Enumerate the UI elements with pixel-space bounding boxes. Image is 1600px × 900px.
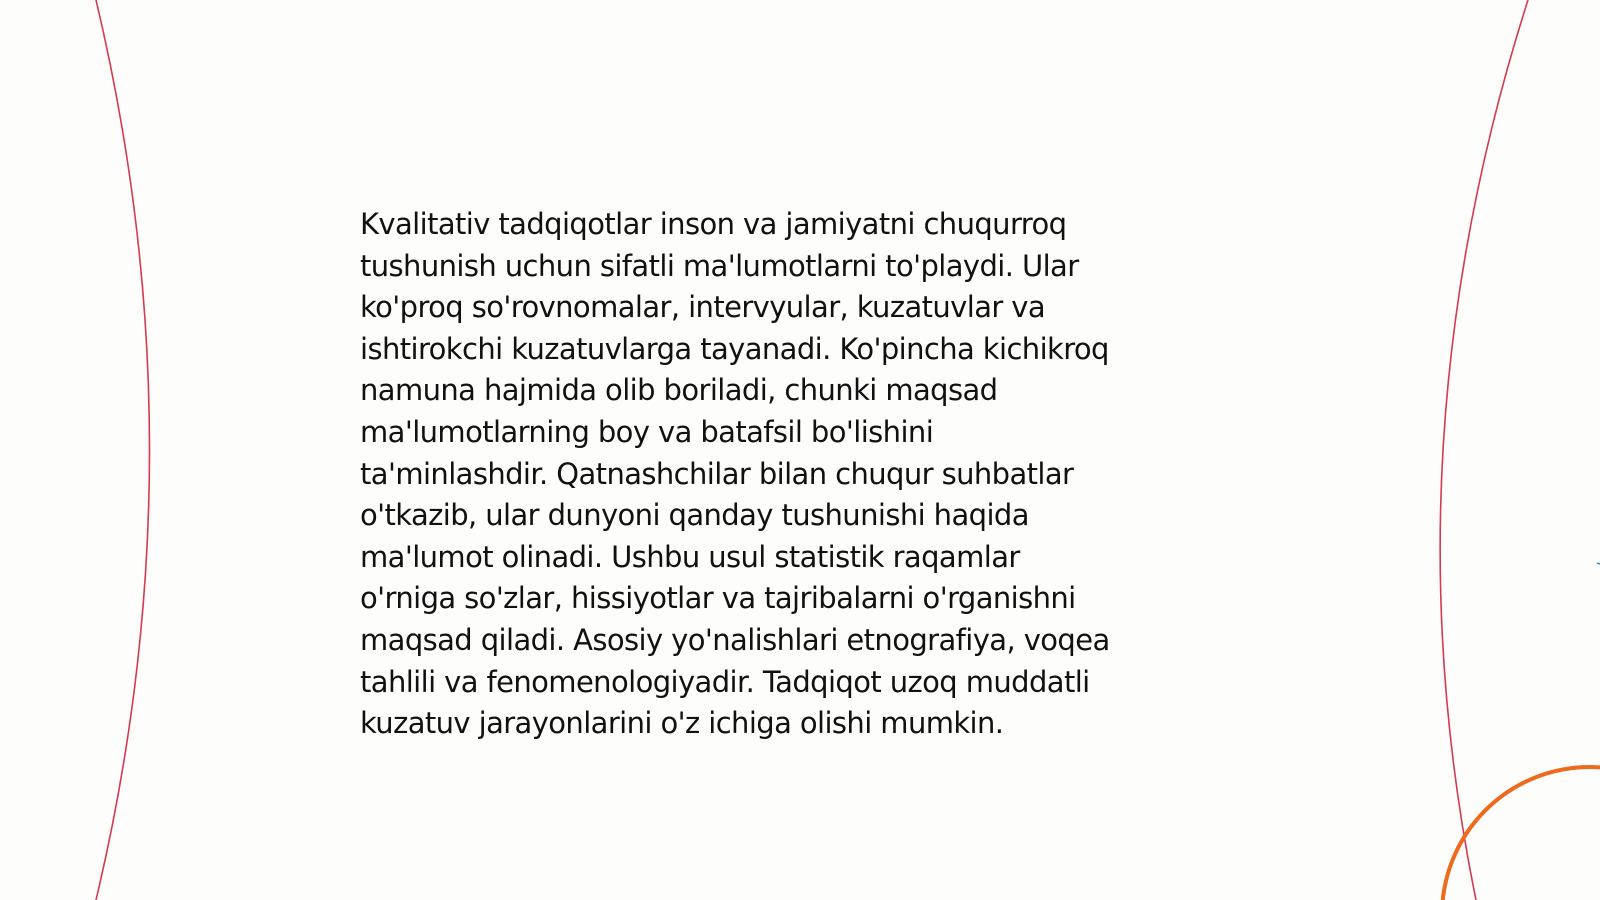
right-curve-line [1440, 0, 1528, 900]
body-line: o'rniga so'zlar, hissiyotlar va tajribalarni o'rganishni [360, 581, 1076, 616]
body-line: tushunish uchun sifatli ma'lumotlarni to'playdi. Ular [360, 248, 1079, 283]
body-line: namuna hajmida olib boriladi, chunki maqsad [360, 373, 998, 408]
body-line: o'tkazib, ular dunyoni qanday tushunishi haqida [360, 498, 1029, 533]
body-line: kuzatuv jarayonlarini o'z ichiga olishi mumkin. [360, 706, 1004, 741]
body-line: ko'proq so'rovnomalar, intervyular, kuzatuvlar va [360, 290, 1046, 325]
body-line: ma'lumot olinadi. Ushbu usul statistik raqamlar [360, 539, 1020, 574]
orange-arc [1442, 767, 1600, 900]
body-line: tahlili va fenomenologiyadir. Tadqiqot uzoq muddatli [360, 664, 1090, 699]
body-line: Kvalitativ tadqiqotlar inson va jamiyatni chuqurroq [360, 207, 1067, 241]
body-line: ishtirokchi kuzatuvlarga tayanadi. Ko'pincha kichikroq [360, 331, 1109, 366]
left-curve-line [96, 0, 150, 900]
body-line: ma'lumotlarning boy va batafsil bo'lishini [360, 414, 934, 449]
body-paragraph [360, 204, 1240, 745]
body-line: ta'minlashdir. Qatnashchilar bilan chuqur suhbatlar [360, 456, 1074, 491]
body-line: maqsad qiladi. Asosiy yo'nalishlari etnografiya, voqea [360, 622, 1110, 657]
